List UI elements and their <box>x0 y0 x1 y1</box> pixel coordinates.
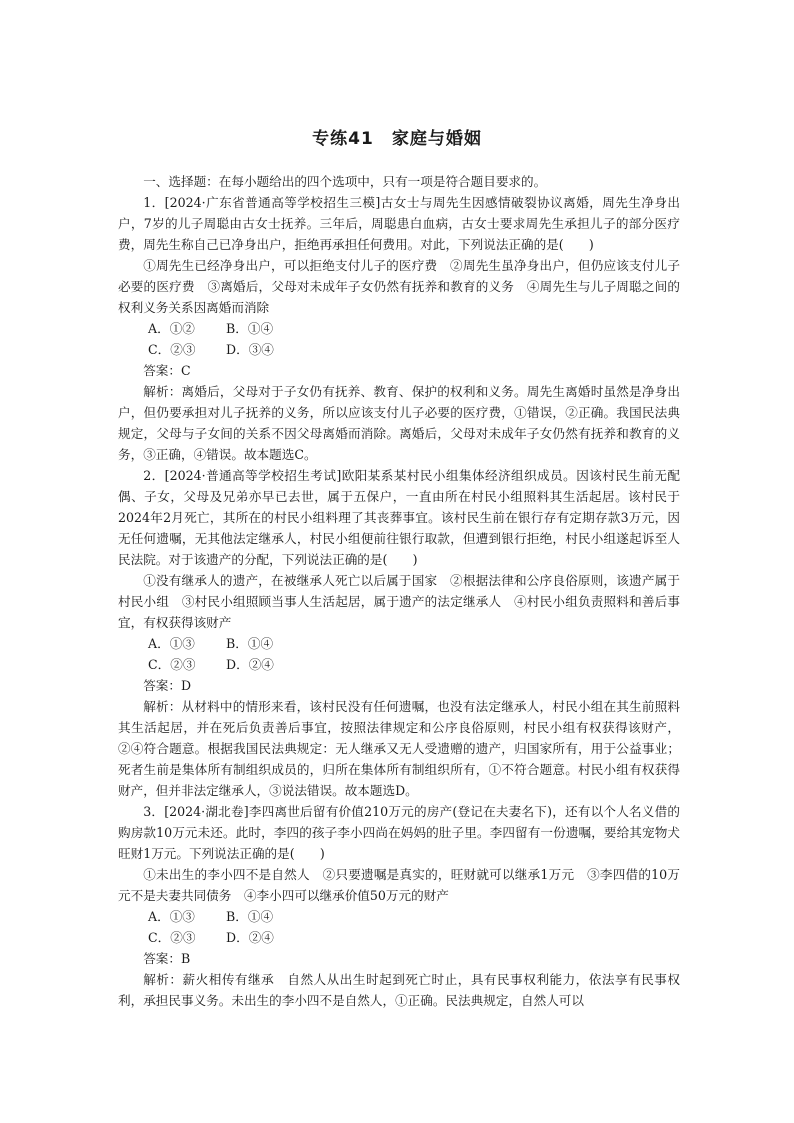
document-body <box>118 171 680 1011</box>
question-stem: 1．[2024·广东省普通高等学校招生三模]古女士与周先生因感情破裂协议离婚，周先生净身出户，7岁的儿子周聪由古女士抚养。三年后，周聪患白血病，古女士要求周先生承担儿子的部分医疗费，周先生称自己已净身出户，拒绝再承担任何费用。对此，下列说法正确的是( ) <box>118 195 680 252</box>
question-statements: ①未出生的李小四不是自然人 ②只要遗嘱是真实的，旺财就可以继承1万元 ③李四借的10万元不是夫妻共同债务 ④李小四可以继承价值50万元的财产 <box>118 867 680 903</box>
option: C．②③ <box>148 930 196 945</box>
option: D．③④ <box>226 342 274 357</box>
question-stem: 3．[2024·湖北卷]李四离世后留有价值210万元的房产(登记在夫妻名下)，还有以个人名义借的购房款10万元未还。此时，李四的孩子李小四尚在妈妈的肚子里。李四留有一份遗嘱，要给其宠物犬旺财1万元。下列说法正确的是( ) <box>118 804 680 861</box>
option: D．②④ <box>226 930 274 945</box>
options-row <box>118 633 680 654</box>
options-row <box>118 654 680 675</box>
options-row <box>118 927 680 948</box>
analysis: 解析：离婚后，父母对于子女仍有抚养、教育、保护的权利和义务。周先生离婚时虽然是净身出户，但仍要承担对儿子抚养的义务，所以应该支付儿子必要的医疗费，①错误，②正确。我国民法典规定，父母与子女间的关系不因父母离婚而消除。离婚后，父母对未成年子女仍然有抚养和教育的义务，③正确，④错误。故本题选C。 <box>118 384 680 462</box>
option: A．①③ <box>148 636 195 651</box>
question-stem: 2．[2024·普通高等学校招生考试]欧阳某系某村民小组集体经济组织成员。因该村民生前无配偶、子女，父母及兄弟亦早已去世，属于五保户，一直由所在村民小组照料其生活起居。该村民于2024年2月死亡，其所在的村民小组料理了其丧葬事宜。该村民生前在银行存有定期存款3万元，因无任何遗嘱，无其他法定继承人，村民小组便前往银行取款，但遭到银行拒绝，村民小组遂起诉至人民法院。对于该遗产的分配，下列说法正确的是( ) <box>118 468 680 567</box>
option: C．②③ <box>148 657 196 672</box>
page-title: 专练41 家庭与婚姻 <box>312 129 482 149</box>
option: B．①④ <box>226 636 274 651</box>
answer: 答案：B <box>143 951 191 966</box>
question-statements: ①周先生已经净身出户，可以拒绝支付儿子的医疗费 ②周先生虽净身出户，但仍应该支付儿子必要的医疗费 ③离婚后，父母对未成年子女仍然有抚养和教育的义务 ④周先生与儿子周聪之间的权利义务关系因离婚而消除 <box>118 258 680 315</box>
option: B．①④ <box>226 909 274 924</box>
option: D．②④ <box>226 657 274 672</box>
option: A．①③ <box>148 909 195 924</box>
options-row <box>118 906 680 927</box>
answer: 答案：C <box>143 363 191 378</box>
question-statements: ①没有继承人的遗产，在被继承人死亡以后属于国家 ②根据法律和公序良俗原则，该遗产属于村民小组 ③村民小组照顾当事人生活起居，属于遗产的法定继承人 ④村民小组负责照料和善后事宜，有权获得该财产 <box>118 573 680 630</box>
options-row <box>118 339 680 360</box>
options-row <box>118 318 680 339</box>
analysis: 解析：从材料中的情形来看，该村民没有任何遗嘱，也没有法定继承人，村民小组在其生前照料其生活起居，并在死后负责善后事宜，按照法律规定和公序良俗原则，村民小组有权获得该财产，②④符合题意。根据我国民法典规定：无人继承又无人受遗赠的遗产，归国家所有，用于公益事业；死者生前是集体所有制组织成员的，归所在集体所有制组织所有，①不符合题意。村民小组有权获得财产，但并非法定继承人，③说法错误。故本题选D。 <box>118 699 680 798</box>
answer: 答案：D <box>143 678 192 693</box>
analysis: 解析：薪火相传有继承 自然人从出生时起到死亡时止，具有民事权利能力，依法享有民事权利，承担民事义务。未出生的李小四不是自然人，①正确。民法典规定，自然人可以 <box>118 972 680 1008</box>
option: C．②③ <box>148 342 196 357</box>
option: A．①② <box>148 321 195 336</box>
option: B．①④ <box>226 321 274 336</box>
section-header: 一、选择题：在每小题给出的四个选项中，只有一项是符合题目要求的。 <box>143 174 547 189</box>
